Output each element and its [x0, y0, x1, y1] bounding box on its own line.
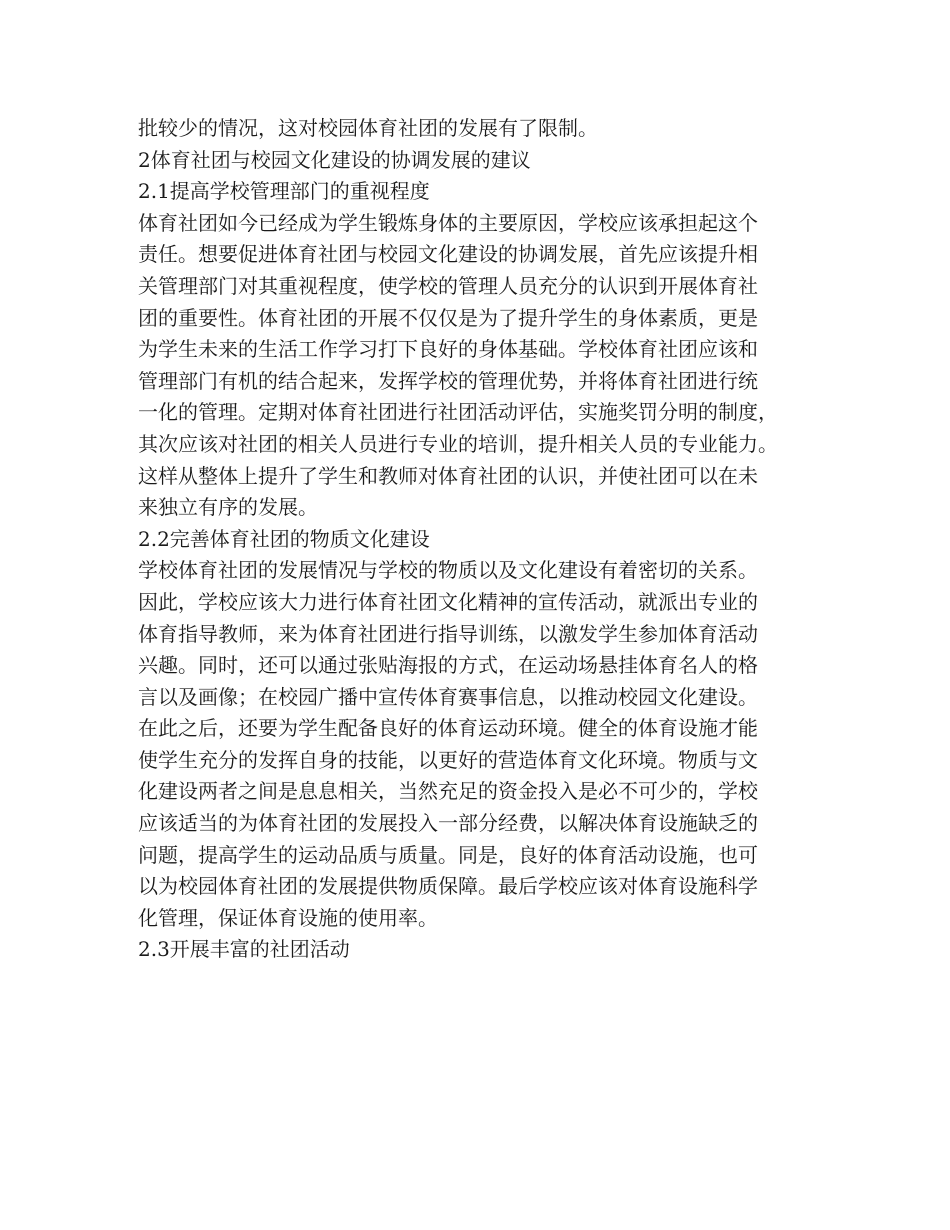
paragraph-line: 学校体育社团的发展情况与学校的物质以及文化建设有着密切的关系。: [138, 558, 758, 583]
paragraph-line: 体育社团如今已经成为学生锻炼身体的主要原因，学校应该承担起这个: [138, 210, 758, 235]
paragraph-line: 为学生未来的生活工作学习打下良好的身体基础。学校体育社团应该和: [138, 337, 758, 362]
subsection-heading: 2.1提高学校管理部门的重视程度: [138, 179, 430, 204]
paragraph-line: 批较少的情况，这对校园体育社团的发展有了限制。: [138, 116, 598, 140]
paragraph-line: 责任。想要促进体育社团与校园文化建设的协调发展，首先应该提升相: [138, 242, 758, 267]
paragraph-line: 以为校园体育社团的发展提供物质保障。最后学校应该对体育设施科学: [138, 874, 758, 899]
paragraph-line: 团的重要性。体育社团的开展不仅仅是为了提升学生的身体素质，更是: [138, 305, 758, 330]
paragraph-line: 使学生充分的发挥自身的技能，以更好的营造体育文化环境。物质与文: [138, 747, 758, 772]
paragraph-line: 这样从整体上提升了学生和教师对体育社团的认识，并使社团可以在未: [138, 463, 758, 488]
paragraph-line: 在此之后，还要为学生配备良好的体育运动环境。健全的体育设施才能: [138, 716, 758, 741]
paragraph-line: 因此，学校应该大力进行体育社团文化精神的宣传活动，就派出专业的: [138, 589, 758, 614]
paragraph-line: 体育指导教师，来为体育社团进行指导训练，以激发学生参加体育活动: [138, 621, 758, 646]
paragraph-line: 管理部门有机的结合起来，发挥学校的管理优势，并将体育社团进行统: [138, 368, 758, 393]
paragraph-line: 关管理部门对其重视程度，使学校的管理人员充分的认识到开展体育社: [138, 273, 758, 298]
paragraph-line: 兴趣。同时，还可以通过张贴海报的方式，在运动场悬挂体育名人的格: [138, 653, 758, 678]
section-heading: 2体育社团与校园文化建设的协调发展的建议: [138, 147, 531, 172]
paragraph-line: 其次应该对社团的相关人员进行专业的培训，提升相关人员的专业能力。: [138, 431, 778, 456]
subsection-heading: 2.2完善体育社团的物质文化建设: [138, 526, 430, 551]
subsection-heading: 2.3开展丰富的社团活动: [138, 937, 350, 962]
paragraph-line: 应该适当的为体育社团的发展投入一部分经费，以解决体育设施缺乏的: [138, 811, 758, 836]
paragraph-line: 言以及画像；在校园广播中宣传体育赛事信息，以推动校园文化建设。: [138, 684, 758, 709]
paragraph-line: 问题，提高学生的运动品质与质量。同是，良好的体育活动设施，也可: [138, 842, 758, 867]
paragraph-line: 来独立有序的发展。: [138, 495, 318, 520]
document-body: [138, 113, 828, 966]
paragraph-line: 化建设两者之间是息息相关，当然充足的资金投入是必不可少的，学校: [138, 779, 758, 804]
paragraph-line: 化管理，保证体育设施的使用率。: [138, 905, 438, 930]
paragraph-line: 一化的管理。定期对体育社团进行社团活动评估，实施奖罚分明的制度，: [138, 400, 778, 425]
